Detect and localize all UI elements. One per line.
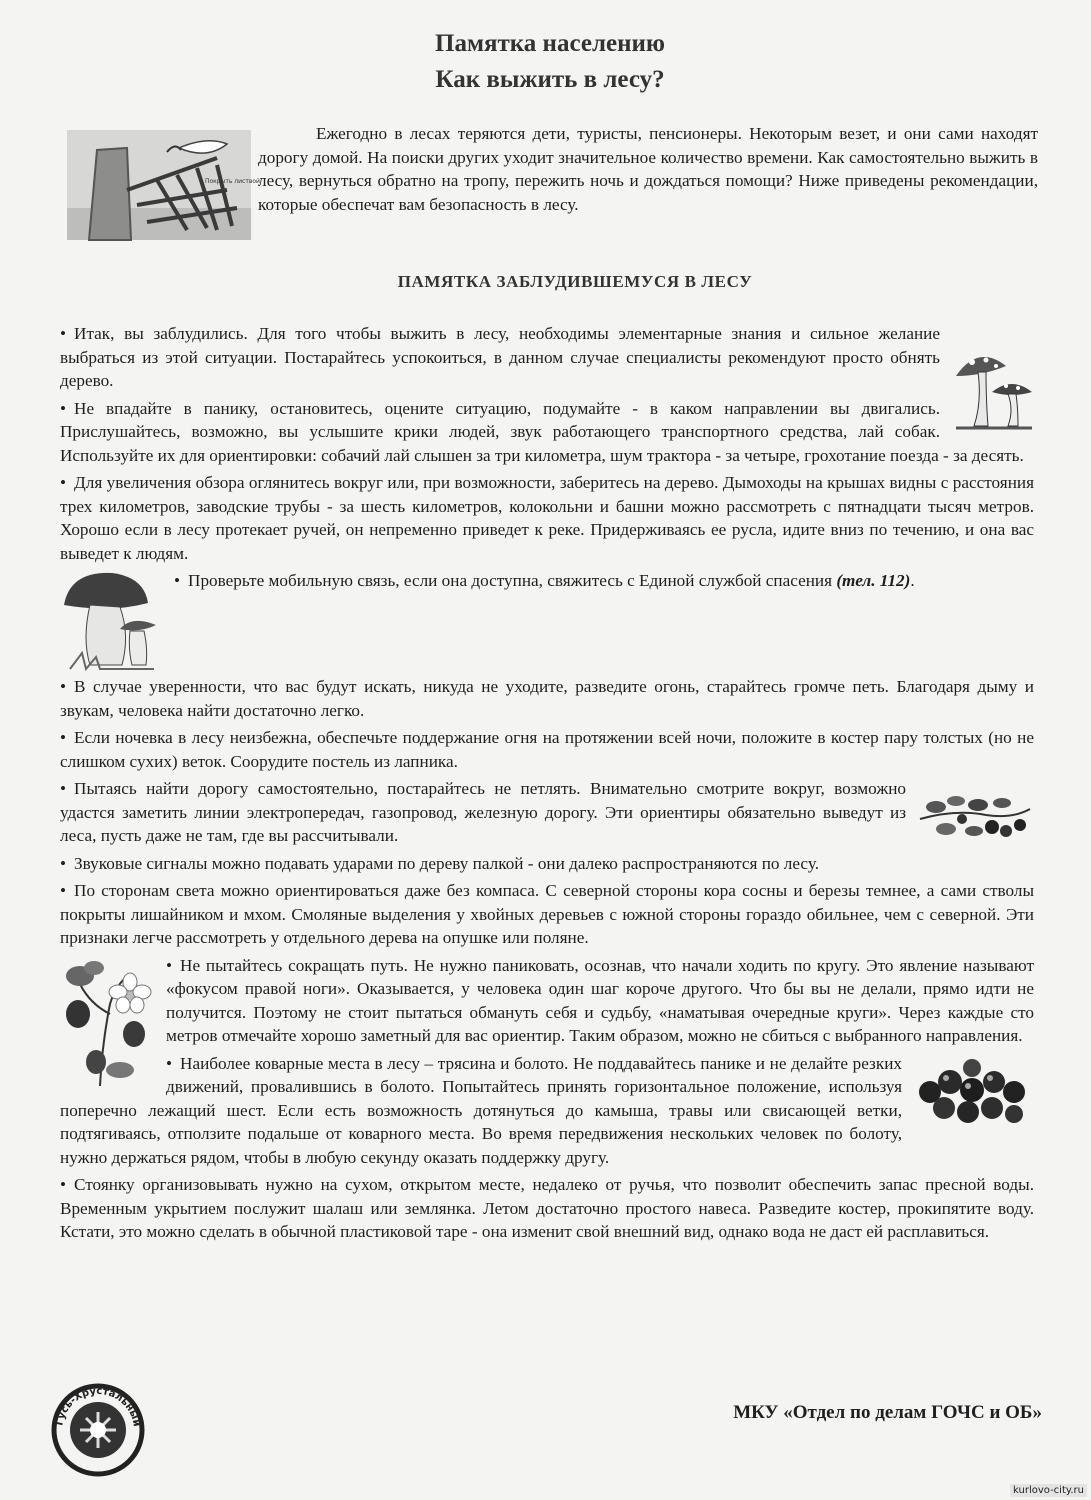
bullet-marker: • [174,571,181,590]
organization-signature: МКУ «Отдел по делам ГОЧС и ОБ» [733,1402,1042,1423]
bullet-marker: • [60,473,67,492]
source-watermark: kurlovo-city.ru [1010,1484,1087,1497]
shelter-illustration [67,130,260,240]
bullet-marker: • [60,728,67,747]
advice-list [60,322,1034,1248]
list-item: • Стоянку организовывать нужно на сухом, открытом месте, недалеко от ручья, что позволит обеспечить запас пресной воды. Временным укрытием послужит шалаш или землянка. Летом достаточно простого навеса. Разведите костер, прокипятите воду. Кстати, это можно сделать в обычной пластиковой таре - она изменит свой внешний вид, однако вода не даст ей расплавиться. [60,1175,1034,1241]
title-line-1: Памятка населению [435,30,665,57]
list-item: • Проверьте мобильную связь, если она доступна, свяжитесь с Единой службой спасения (тел. 112). [60,569,1034,593]
bullet-marker: • [166,955,173,975]
strawberry-plant-icon [60,954,156,1086]
illustration-label: Покрыть листвой [205,178,260,185]
list-item: • Если ночевка в лесу неизбежна, обеспечьте поддержание огня на протяжении всей ночи, положите в костер пару толстых (но не слишком сухих) веток. Соорудите постель из лапника. [60,728,1034,771]
bullet-marker: • [60,881,67,900]
intro-paragraph [258,122,1038,216]
title-line-2: Как выжить в лесу? [435,66,665,93]
porcini-mushroom-icon [60,569,164,675]
bullet-marker: • [60,853,67,873]
list-item: • Звуковые сигналы можно подавать ударами по дереву палкой - они далеко распространяются по лесу. [60,853,819,873]
emergency-phone: (тел. 112) [836,571,911,590]
stamp-text: Гусь-Хрустальный [54,1385,142,1428]
list-item: • В случае уверенности, что вас будут искать, никуда не уходите, разведите огонь, старайтесь громче петь. Благодаря дыму и звукам, человека найти достаточно легко. [60,677,1034,720]
city-emblem-stamp [50,1382,146,1478]
phone-suffix: . [910,571,915,590]
list-item: • По сторонам света можно ориентироваться даже без компаса. С северной стороны кора сосны и березы темнее, а сами стволы покрыты лишайником и мхом. Смоляные выделения у хвойных деревьев с южной стороны гораздо обильнее, чем с северной. Эти признаки легче рассмотреть у отдельного дерева на опушке или поляне. [60,881,1034,947]
bullet-marker: • [60,324,67,343]
page-title [250,26,850,98]
list-item: • Для увеличения обзора оглянитесь вокруг или, при возможности, заберитесь на дерево. Дымоходы на крышах видны с расстояния трех километров, заводские трубы - за шесть километров, колокольни и башни можно рассмотреть с пятнадцати тысяч метров. Хорошо если в лесу протекает ручей, он непременно приведет к реке. Придерживаясь ее русла, идите вниз по течению, и она вас выведет к людям. [60,473,1034,563]
intro-text: Ежегодно в лесах теряются дети, туристы, пенсионеры. Некоторым везет, и они сами находят дорогу домой. На поиски других уходит значительное количество времени. Как самостоятельно выжить в лесу, вернуться обратно на тропу, пережить ночь и дождаться помощи? Ниже приведены рекомендации, которые обеспечат вам безопасность в лесу. [258,124,1038,214]
list-item: • Не впадайте в панику, остановитесь, оцените ситуацию, подумайте - в каком направлении вы двигались. Прислушайтесь, возможно, вы услышите крики людей, звук работающего транспортного средства, лай собак. Используйте их для ориентировки: собачий лай слышен за три километра, шум трактора - за четыре, грохотание поезда - за десять. [60,398,1024,465]
blueberry-branch-icon [916,779,1034,847]
bullet-marker: • [60,1175,67,1194]
section-heading: ПАМЯТКА ЗАБЛУДИВШЕМУСЯ В ЛЕСУ [397,272,753,291]
list-item: • Итак, вы заблудились. Для того чтобы выжить в лесу, необходимы элементарные знания и сильное желание выбраться из этой ситуации. Постарайтесь успокоиться, в данном случае специалисты рекомендуют просто обнять дерево. [60,322,1034,393]
list-item: • Наиболее коварные места в лесу – трясина и болото. Не поддавайтесь панике и не делайте резких движений, провалившись в болото. Попытайтесь принять горизонтальное положение, используя поперечно лежащий шест. Если есть возможность дотянуться до камыша, травы или свисающей ветки, подтягиваясь, отползите подальше от коварного места. Во время передвижения нескольких человек по болоту, нужно держаться рядом, чтобы в любую секунду оказать поддержку другу. [60,1052,1034,1170]
currant-berries-icon [914,1052,1034,1126]
list-item: • Пытаясь найти дорогу самостоятельно, постарайтесь не петлять. Внимательно смотрите вокруг, возможно удастся заметить линии электропередач, газопровод, железную дорогу. Эти ориентиры обязательно выведут из леса, пусть даже не там, где вы рассчитывали. [60,777,1034,848]
bullet-marker: • [60,398,67,418]
bullet-marker: • [60,779,67,798]
bullet-marker: • [166,1053,173,1073]
list-item: • Не пытайтесь сокращать путь. Не нужно паниковать, осознав, что начали ходить по кругу. Это явление называют «фокусом правой ноги». Оказывается, у человека один шаг короче другого. Что бы вы не делали, прямо идти не получится. Поэтому не стоит пытаться обмануть себя и судьбу, «наматывая очередные круги». Через каждые сто метров отмечайте хорошо заметный для вас ориентир. Таким образом, можно не сбиться с выбранного направления. [60,954,1034,1048]
bullet-marker: • [60,677,67,696]
mushroom-icon [952,346,1034,432]
